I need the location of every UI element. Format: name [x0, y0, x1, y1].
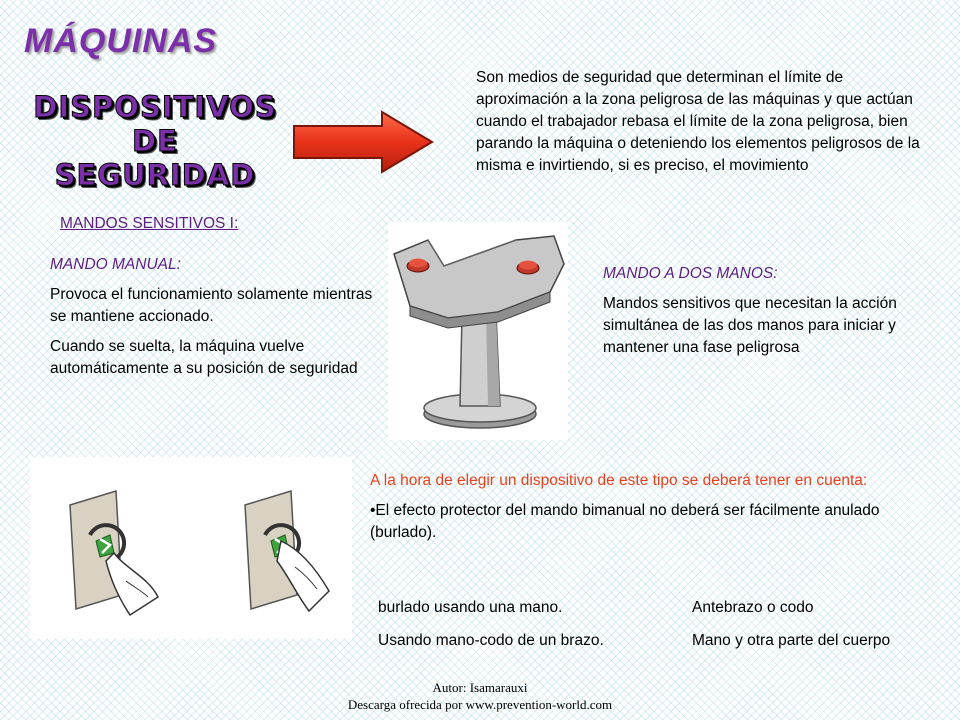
two-hand-control-block: [603, 263, 933, 367]
footer-source: Descarga ofrecida por www.prevention-world.com: [347, 697, 613, 712]
topic-title-line1: DISPOSITIVOS DE: [33, 90, 277, 158]
bypass-left-2: Usando mano-codo de un brazo.: [378, 632, 604, 649]
topic-title-line2: SEGURIDAD: [54, 158, 256, 192]
manual-control-text-2: Cuando se suelta, la máquina vuelve automáticamente a su posición de seguridad: [50, 338, 358, 377]
footer-author: Autor: Isamarauxi: [432, 680, 528, 695]
section-title: MANDOS SENSITIVOS I:: [60, 215, 239, 232]
two-hand-control-illustration: [388, 222, 568, 440]
bypass-left-1: burlado usando una mano.: [378, 599, 563, 616]
bypass-right-2: Mano y otra parte del cuerpo: [692, 632, 891, 649]
hand-button-icon: [30, 457, 352, 639]
manual-control-heading: MANDO MANUAL:: [50, 256, 181, 273]
page-title: MÁQUINAS: [24, 22, 218, 60]
bypass-right-1: Antebrazo o codo: [692, 599, 814, 616]
two-hand-control-heading: MANDO A DOS MANOS:: [603, 265, 778, 282]
topic-title: [30, 90, 280, 192]
two-hand-control-icon: [388, 222, 568, 440]
manual-control-text-1: Provoca el funcionamiento solamente mientras se mantiene accionado.: [50, 286, 373, 325]
manual-control-block: [50, 254, 375, 388]
two-hand-control-text: Mandos sensitivos que necesitan la acción simultánea de las dos manos para iniciar y mantener una fase peligrosa: [603, 295, 897, 356]
right-arrow-icon: [290, 110, 438, 174]
note-block: [370, 470, 930, 552]
note-heading: A la hora de elegir un dispositivo de este tipo se deberá tener en cuenta:: [370, 472, 868, 489]
intro-text: Son medios de seguridad que determinan el límite de aproximación a la zona peligrosa de las máquinas y que actúan cuando el trabajador rebasa el límite de la zona peligrosa, bien parando la máquina o deteniendo los elementos peligrosos de la misma e invirtiendo, si es preciso, el movimiento: [476, 69, 920, 174]
note-bullet: •El efecto protector del mando bimanual no deberá ser fácilmente anulado (burlado).: [370, 502, 880, 541]
bypass-illustration: [30, 457, 352, 639]
